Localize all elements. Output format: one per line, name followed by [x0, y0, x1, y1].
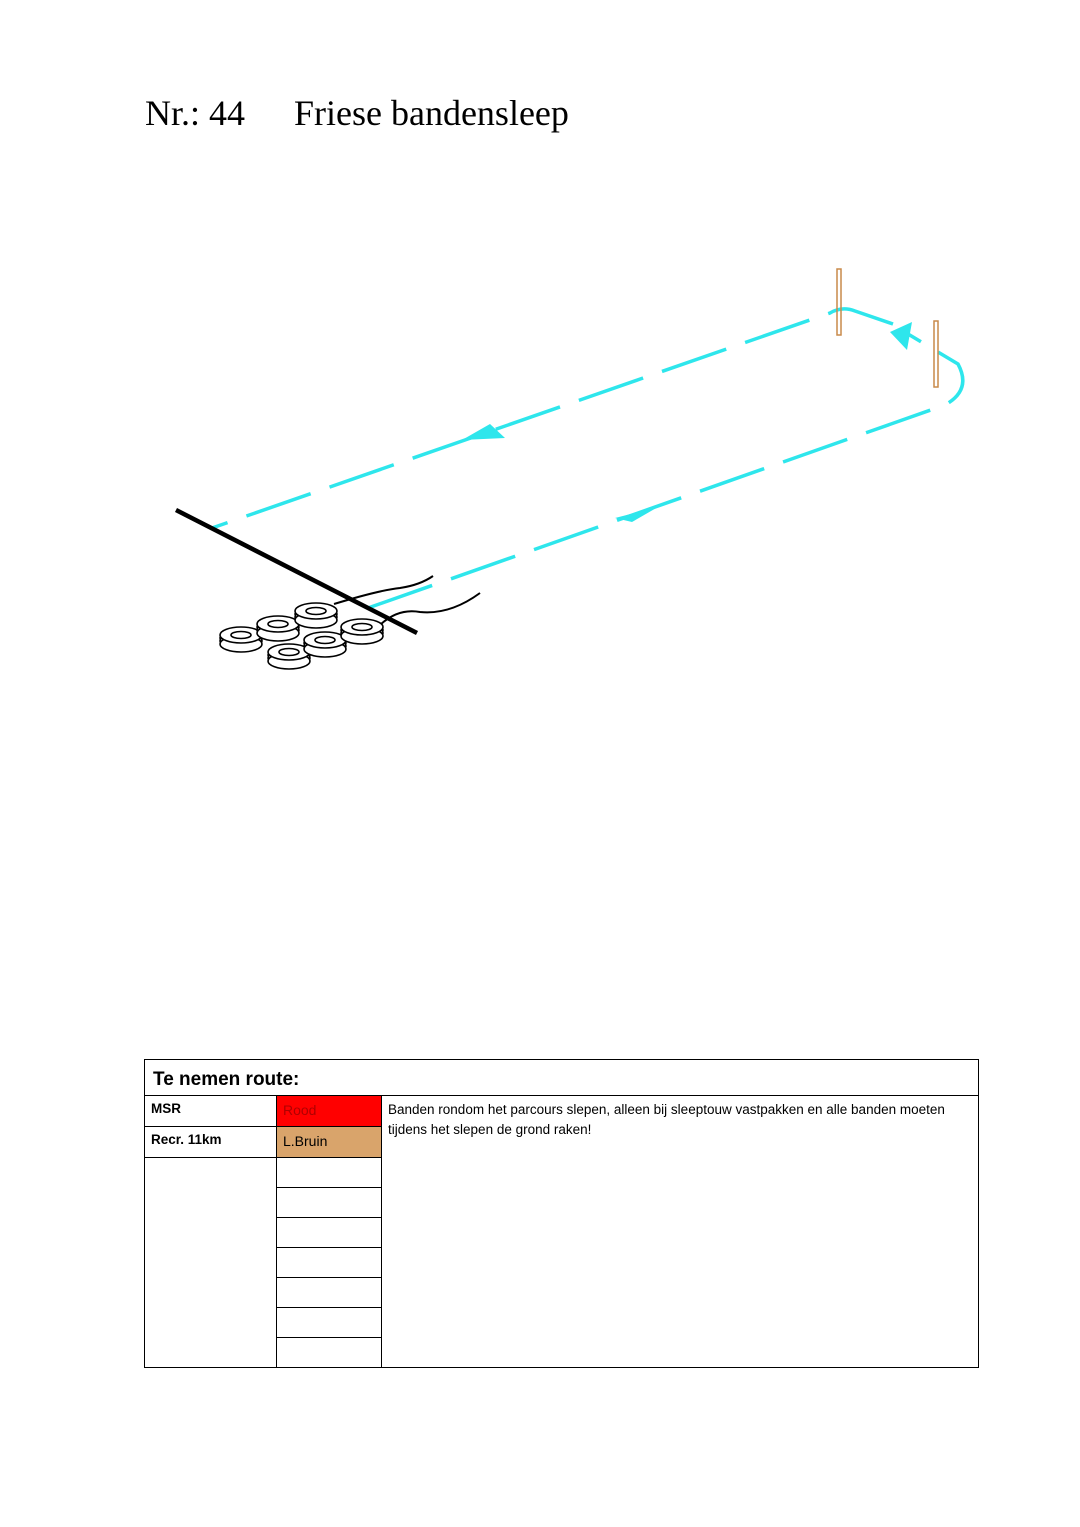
route-color-empty [277, 1248, 382, 1278]
post-icon [837, 269, 841, 335]
route-color-empty [277, 1338, 382, 1368]
arrow-icon [890, 322, 912, 350]
route-description: Banden rondom het parcours slepen, alleen bij sleeptouw vastpakken en alle banden moeten tijdens het slepen de grond raken! [382, 1096, 979, 1368]
post-icon [934, 321, 938, 387]
route-color-empty [277, 1278, 382, 1308]
route-label-msr: MSR [145, 1096, 277, 1127]
route-color-rood: Rood [277, 1096, 382, 1127]
tire-icon [295, 603, 337, 628]
route-arrows [462, 322, 912, 522]
arrow-icon [462, 424, 505, 440]
route-color-empty [277, 1158, 382, 1188]
route-label-recr: Recr. 11km [145, 1127, 277, 1158]
route-color-lbruin: L.Bruin [277, 1127, 382, 1158]
tire-icon [257, 616, 299, 641]
route-color-empty [277, 1188, 382, 1218]
tire-icon [220, 627, 262, 652]
route-path [212, 309, 963, 608]
tire-icon [304, 632, 346, 657]
posts [837, 269, 938, 387]
station-title: Friese bandensleep [294, 93, 569, 133]
route-label-empty [145, 1158, 277, 1368]
tire-icon [341, 619, 383, 644]
route-color-empty [277, 1218, 382, 1248]
station-number: Nr.: 44 [145, 93, 246, 133]
route-table [144, 1059, 979, 1368]
route-heading: Te nemen route: [145, 1060, 979, 1096]
route-color-empty [277, 1308, 382, 1338]
